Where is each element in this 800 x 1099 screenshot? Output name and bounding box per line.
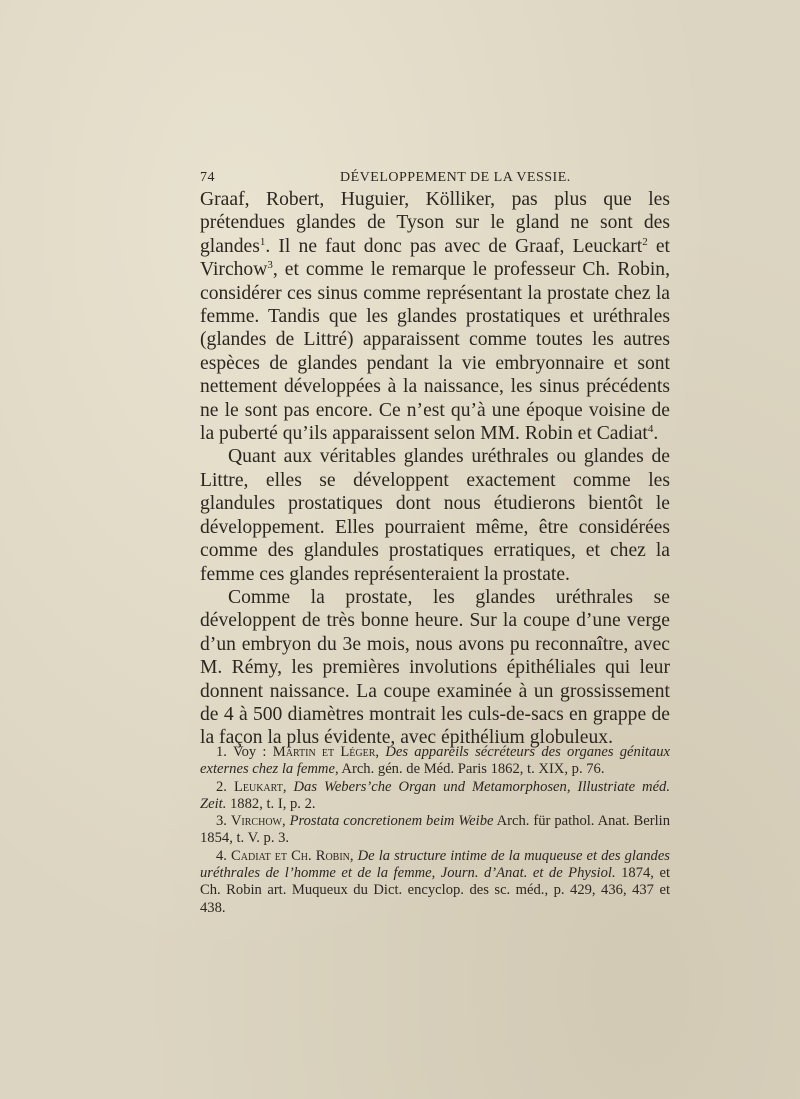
footnote-authors: Leukart xyxy=(233,778,283,795)
page-number: 74 xyxy=(200,170,215,185)
footnote-number: 3. xyxy=(216,813,227,830)
footnotes xyxy=(200,744,670,917)
footnote-rest: 1874, et Ch. Robin art. Muqueux du Dict. encyclop. des sc. méd., p. 429, 436, 437 et 438. xyxy=(200,865,670,916)
footnote-4 xyxy=(200,848,670,917)
footnote-1 xyxy=(200,744,670,779)
footnote-authors: Cadiat et Ch. Robin xyxy=(231,847,350,864)
footnote-prefix: Voy : xyxy=(232,744,273,760)
paragraph-2: Quant aux véritables glandes uréthrales ou glandes de Littre, elles se développent exactement comme les glandules prostatiques dont nous étudierons bientôt le développement. Elles pourraient même, être considérées comme des glandules prostatiques erratiques, et chez la femme ces glandes représenteraient la prostate. xyxy=(200,446,670,585)
footnote-number: 1. xyxy=(216,744,227,760)
body-text xyxy=(200,188,670,750)
footnote-rest: 1882, t. I, p. 2. xyxy=(226,795,316,812)
paragraph-1 xyxy=(200,188,670,445)
footnote-ref-4: 4 xyxy=(647,423,654,436)
footnote-ref-2: 2 xyxy=(642,235,648,248)
footnote-authors: Martin et Léger xyxy=(272,744,376,760)
paragraph-1-text-b: . Il ne faut donc pas avec de Graaf, Leuckart xyxy=(265,235,643,257)
footnote-rest: , Arch. gén. de Méd. Paris 1862, t. XIX, p. 76. xyxy=(334,761,605,778)
footnote-title: Das Webers’che Organ und Metamorphosen, Illustriate méd. Zeit. xyxy=(200,778,671,812)
footnote-title: Des appareils sécréteurs des organes génitaux externes chez la femme xyxy=(200,744,671,778)
footnote-separator: , xyxy=(281,813,290,830)
footnote-3 xyxy=(200,813,670,848)
running-title: DÉVELOPPEMENT DE LA VESSIE. xyxy=(340,170,571,185)
paragraph-1-text-d: , et comme le remarque le professeur Ch. Robin, considérer ces sinus comme représentant la prostate chez la femme. Tandis que les glandes prostatiques et uréthrales (glandes de Littré) apparaissent comme toutes les autres espèces de glandes pendant la vie embryonnaire et sont nettement développées à la naissance, les sinus précédents ne le sont pas encore. Ce n’est qu’à une époque voisine de la puberté qu’ils apparaissent selon MM. Robin et Cadiat xyxy=(200,259,670,445)
paragraph-1-text-e: . xyxy=(653,423,659,445)
footnote-2 xyxy=(200,779,670,814)
footnote-rest: Arch. für pathol. Anat. Berlin 1854, t. V. p. 3. xyxy=(200,813,670,847)
footnote-separator: , xyxy=(282,778,294,795)
footnote-number: 2. xyxy=(216,778,227,795)
footnote-title: De la structure intime de la muqueuse et des glandes uréthrales de l’homme et de la femme, Journ. d’Anat. et de Physiol. xyxy=(200,847,670,882)
running-head xyxy=(200,170,670,190)
footnote-title: Prostata concretionem beim Weibe xyxy=(289,813,494,830)
footnote-ref-3: 3 xyxy=(267,259,273,272)
footnote-authors: Virchow xyxy=(230,813,282,830)
paragraph-1-text-a: Graaf, Robert, Huguier, Kölliker, pas plus que les prétendues glandes de Tyson sur le gland ne sont des glandes xyxy=(200,189,670,257)
footnote-number: 4. xyxy=(216,847,227,864)
footnote-separator: , xyxy=(375,744,386,760)
paragraph-1-text-c: et Virchow xyxy=(200,235,670,281)
footnote-ref-1: 1 xyxy=(259,235,266,248)
footnote-separator: , xyxy=(349,847,358,864)
paragraph-3: Comme la prostate, les glandes uréthrales se développent de très bonne heure. Sur la coupe d’une verge d’un embryon du 3e mois, nous avons pu reconnaître, avec M. Rémy, les premières involutions épithéliales qui leur donnent naissance. La coupe examinée à un grossissement de 4 à 500 diamètres montrait les culs-de-sacs en grappe de la façon la plus évidente, avec épithélium globuleux. xyxy=(200,586,670,749)
